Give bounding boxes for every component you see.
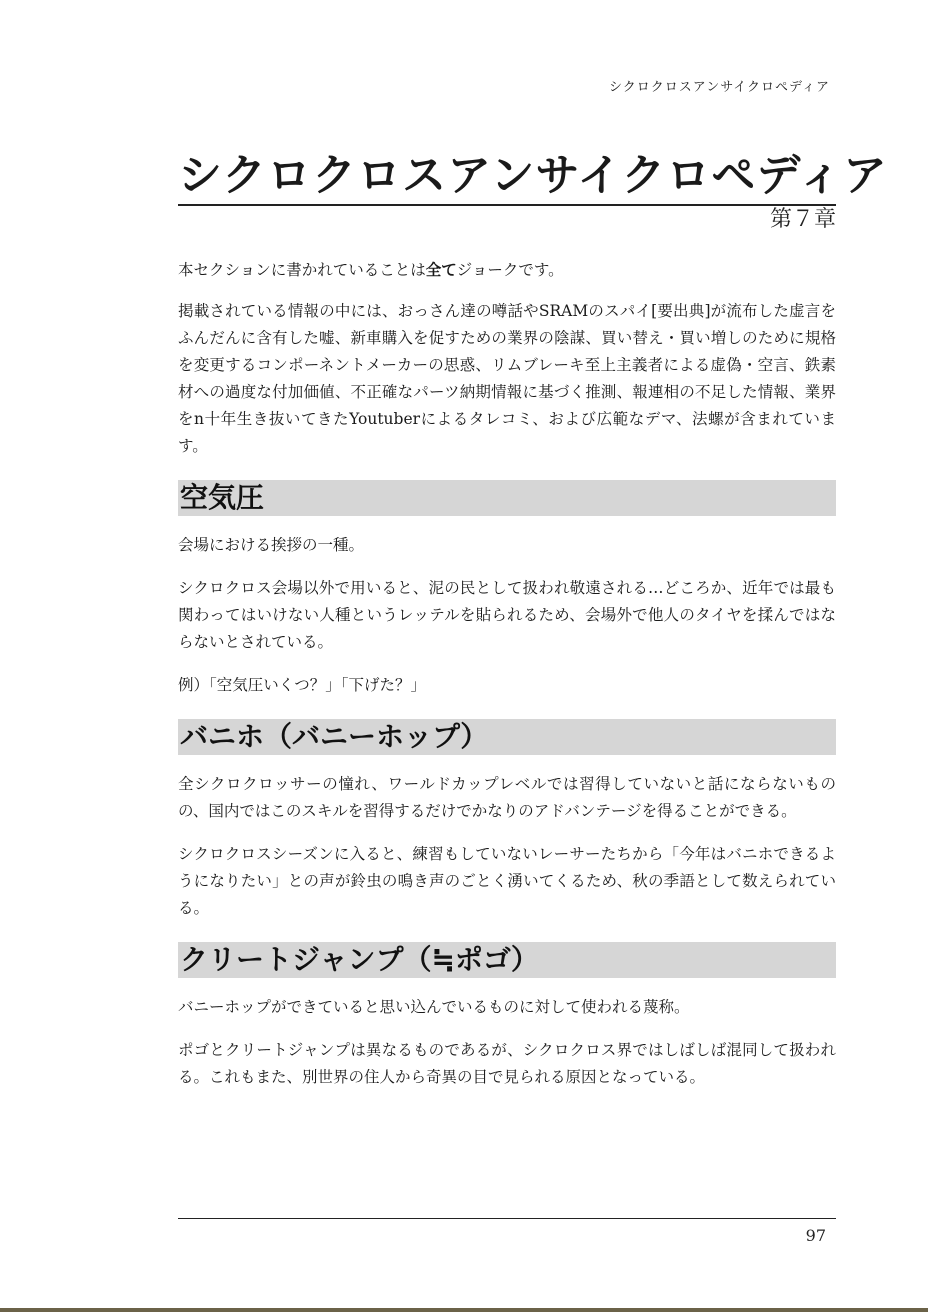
footer-rule — [178, 1218, 836, 1219]
section-paragraph: 会場における挨拶の一種。 — [178, 536, 365, 554]
chapter-title: シクロクロスアンサイクロペディア — [178, 150, 836, 206]
intro-paragraph: 掲載されている情報の中には、おっさん達の噂話やSRAMのスパイ[要出典]が流布した虚言をふんだんに含有した嘘、新車購入を促すための業界の陰謀、買い替え・買い増しのために規格を変更するコンポーネントメーカーの思惑、リムブレーキ至上主義者による虚偽・空言、鉄素材への過度な付加価値、不正確なパーツ納期情報に基づく推測、報連相の不足した情報、業界をn十年生き抜いてきたYoutuberによるタレコミ、および広範なデマ、法螺が含まれています。 — [178, 302, 836, 455]
intro-emphasis: 全て — [425, 260, 457, 279]
page-number: 97 — [805, 1226, 826, 1245]
intro-text-a: 本セクションに書かれていることは — [178, 261, 426, 279]
section-paragraph: シクロクロス会場以外で用いると、泥の民として扱われ敬遠される…どころか、近年では最も関わってはいけない人種というレッテルを貼られるため、会場外で他人のタイヤを揉んではならないとされている。 — [178, 579, 836, 651]
section-paragraph: 例）「空気圧いくつ？」「下げた？」 — [178, 676, 427, 694]
section-heading-banihop: バニホ（バニーホップ） — [178, 719, 836, 755]
section-heading-kukiatsu: 空気圧 — [178, 480, 836, 516]
section-paragraph: バニーホップができていると思い込んでいるものに対して使われる蔑称。 — [178, 998, 690, 1016]
running-header: シクロクロスアンサイクロペディア — [608, 80, 830, 95]
section-heading-cleat-jump: クリートジャンプ（≒ポゴ） — [178, 942, 836, 978]
intro-disclaimer — [178, 256, 836, 284]
section-paragraph: 全シクロクロッサーの憧れ、ワールドカップレベルでは習得していないと話にならないものの、国内ではこのスキルを習得するだけでかなりのアドバンテージを得ることができる。 — [178, 775, 836, 820]
section-paragraph: シクロクロスシーズンに入ると、練習もしていないレーサーたちから「今年はバニホできるようになりたい」との声が鈴虫の鳴き声のごとく湧いてくるため、秋の季語として数えられている。 — [178, 845, 836, 917]
chapter-number: 第７章 — [769, 207, 836, 232]
main-content — [178, 256, 836, 1107]
page-edge — [0, 1308, 928, 1312]
intro-text-b: ジョークです。 — [456, 261, 564, 279]
section-paragraph: ポゴとクリートジャンプは異なるものであるが、シクロクロス界ではしばしば混同して扱われる。これもまた、別世界の住人から奇異の目で見られる原因となっている。 — [178, 1041, 836, 1086]
